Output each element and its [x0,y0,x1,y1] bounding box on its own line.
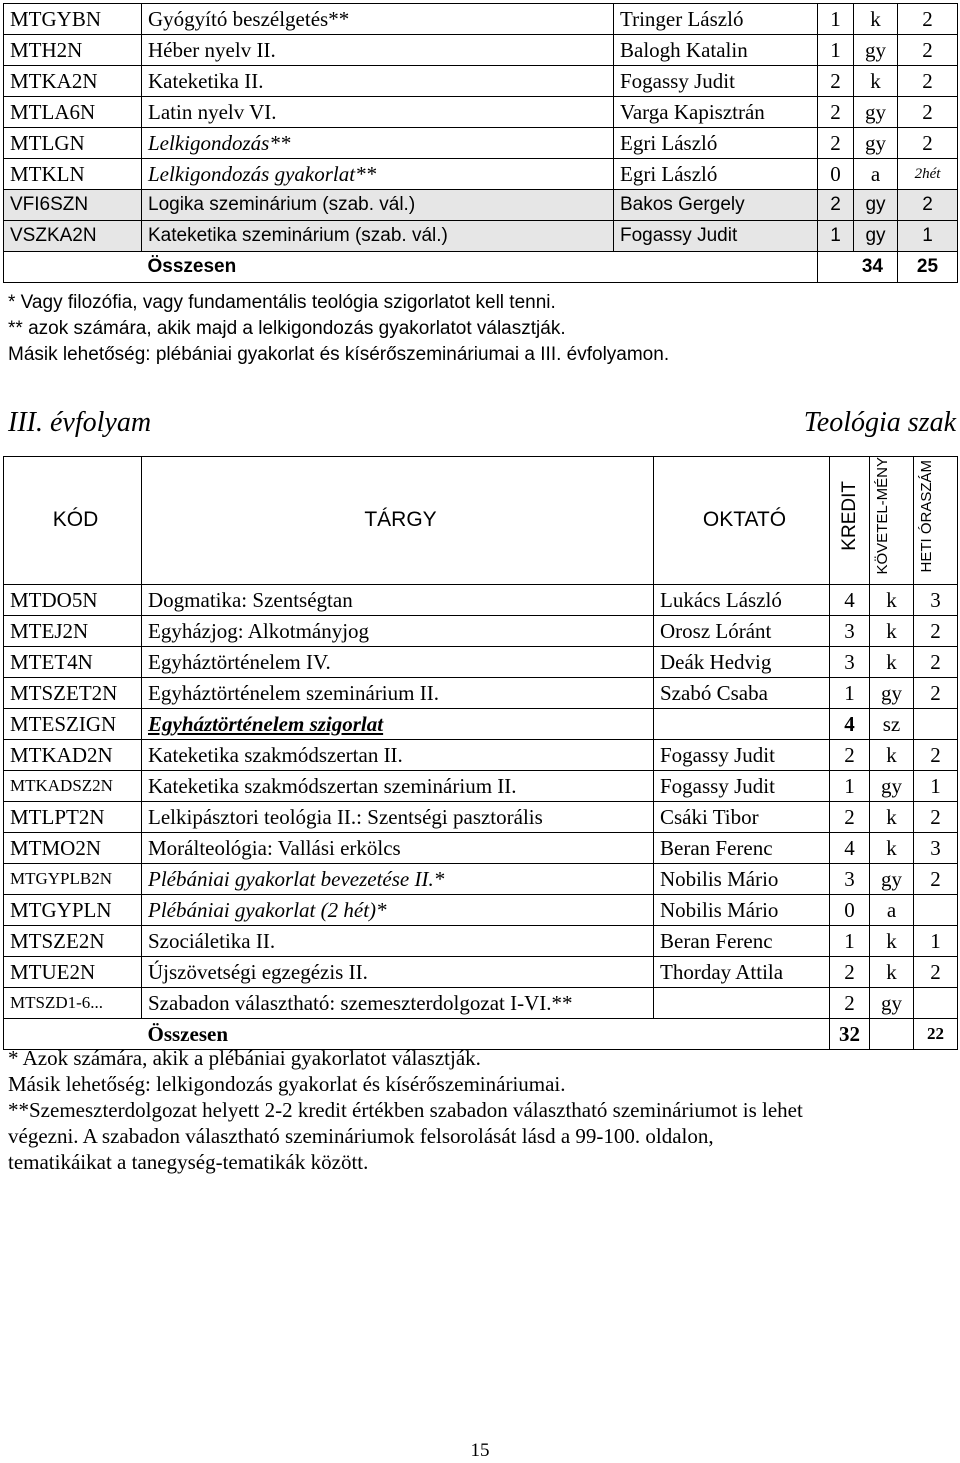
total-hours: 22 [914,1018,958,1049]
table-row [4,615,958,646]
cell-subject: Szabadon választható: szemeszterdolgozat I-VI.** [142,987,654,1018]
cell-subject: Kateketika szakmódszertan szeminárium II. [142,770,654,801]
cell-code: MTDO5N [4,584,142,615]
cell-req: a [854,159,898,190]
cell-subject: Morálteológia: Vallási erkölcs [142,832,654,863]
note-line: végezni. A szabadon választható szemináriumok felsorolását lásd a 99-100. oldalon, [8,1124,714,1148]
cell-subject: Latin nyelv VI. [142,97,614,128]
header-requirement: KÖVETEL-MÉNY [870,457,914,585]
cell-hours: 2 [914,646,958,677]
cell-hours: 2 [914,863,958,894]
cell-credit: 3 [830,863,870,894]
cell-subject: Egyháztörténelem IV. [142,646,654,677]
cell-subject: Egyháztörténelem szigorlat [142,708,654,739]
note-line: Másik lehetőség: plébániai gyakorlat és kísérőszemináriumai a III. évfolyamon. [8,344,670,365]
cell-teacher [654,987,830,1018]
table-row [4,987,958,1018]
cell-credit: 2 [818,128,854,159]
total-credit: 32 [830,1018,870,1049]
cell-req: k [854,66,898,97]
notes-2nd-year [8,290,669,368]
cell-req: k [870,956,914,987]
cell-teacher: Balogh Katalin [614,35,818,66]
cell-credit: 2 [818,66,854,97]
cell-subject: Egyházjog: Alkotmányjog [142,615,654,646]
cell-subject: Szociáletika II. [142,925,654,956]
cell-code: MTUE2N [4,956,142,987]
cell-hours [914,708,958,739]
cell-teacher: Varga Kapisztrán [614,97,818,128]
table-row [4,801,958,832]
cell-hours: 2hét [898,159,958,190]
cell-hours: 2 [898,66,958,97]
cell-code: MTH2N [4,35,142,66]
cell-code: MTSZE2N [4,925,142,956]
cell-teacher: Fogassy Judit [614,66,818,97]
cell-req: k [870,615,914,646]
cell-subject: Kateketika szakmódszertan II. [142,739,654,770]
table-row [4,4,958,35]
cell-subject: Héber nyelv II. [142,35,614,66]
cell-req: gy [854,128,898,159]
cell-teacher: Thorday Attila [654,956,830,987]
cell-teacher: Egri László [614,159,818,190]
cell-code: MTESZIGN [4,708,142,739]
cell-hours: 2 [898,128,958,159]
cell-subject: Lelkigondozás** [142,128,614,159]
cell-subject: Újszövetségi egzegézis II. [142,956,654,987]
cell-req: a [870,894,914,925]
cell-teacher: Beran Ferenc [654,925,830,956]
cell-req: gy [854,35,898,66]
total-label: Összesen [142,252,614,283]
table-header-row [4,457,958,585]
cell-credit: 2 [830,987,870,1018]
table-row [4,894,958,925]
cell-credit: 2 [830,739,870,770]
cell-code: MTEJ2N [4,615,142,646]
course-table-3rd-year [3,456,958,1050]
cell-subject: Dogmatika: Szentségtan [142,584,654,615]
table-row [4,35,958,66]
cell-credit: 1 [818,221,854,252]
cell-credit: 1 [818,4,854,35]
cell-credit: 1 [830,677,870,708]
note-line: tematikáikat a tanegység-tematikák között. [8,1150,369,1174]
year-heading: III. évfolyam [8,407,152,438]
cell-credit: 4 [830,708,870,739]
cell-req: k [870,646,914,677]
cell-hours: 2 [898,35,958,66]
cell-code: MTKAD2N [4,739,142,770]
cell-subject: Lelkipásztori teológia II.: Szentségi pasztorális [142,801,654,832]
cell-hours [914,987,958,1018]
table-row [4,863,958,894]
cell-req: k [870,832,914,863]
cell-hours: 1 [914,925,958,956]
table-row [4,66,958,97]
cell-teacher: Bakos Gergely [614,190,818,221]
cell-hours: 2 [898,4,958,35]
table-row [4,128,958,159]
cell-teacher: Lukács László [654,584,830,615]
cell-code: MTLGN [4,128,142,159]
cell-teacher: Deák Hedvig [654,646,830,677]
cell-code: MTLPT2N [4,801,142,832]
cell-credit: 3 [830,615,870,646]
table-row [4,190,958,221]
cell-empty [4,252,142,283]
cell-req: sz [870,708,914,739]
cell-hours: 2 [914,677,958,708]
cell-code: MTGYPLB2N [4,863,142,894]
cell-empty [614,252,818,283]
cell-credit: 2 [830,956,870,987]
cell-code: VSZKA2N [4,221,142,252]
header-subject: TÁRGY [142,457,654,585]
table-row [4,770,958,801]
cell-subject: Plébániai gyakorlat bevezetése II.* [142,863,654,894]
note-line: ** azok számára, akik majd a lelkigondozás gyakorlatot választják. [8,318,566,339]
table-row [4,925,958,956]
cell-req: k [870,925,914,956]
note-line: **Szemeszterdolgozat helyett 2-2 kredit értékben szabadon választható szemináriumot is lehet [8,1098,803,1122]
cell-teacher: Tringer László [614,4,818,35]
total-label: Összesen [142,1018,654,1049]
cell-teacher: Szabó Csaba [654,677,830,708]
cell-req: gy [854,190,898,221]
cell-teacher [654,708,830,739]
cell-hours: 2 [898,97,958,128]
total-credit: 34 [818,252,898,283]
cell-code: MTLA6N [4,97,142,128]
cell-credit: 2 [818,190,854,221]
cell-hours: 2 [914,739,958,770]
cell-hours: 2 [914,956,958,987]
table-row [4,584,958,615]
table-row [4,956,958,987]
cell-req: gy [870,770,914,801]
table-row [4,832,958,863]
cell-req: gy [870,863,914,894]
cell-req: gy [854,221,898,252]
cell-credit: 1 [830,770,870,801]
cell-req: gy [870,987,914,1018]
table-row [4,646,958,677]
total-row [4,252,958,283]
cell-credit: 2 [818,97,854,128]
notes-3rd-year [8,1045,803,1175]
cell-credit: 1 [830,925,870,956]
cell-req: k [870,801,914,832]
cell-subject: Plébániai gyakorlat (2 hét)* [142,894,654,925]
cell-code: MTSZD1-6... [4,987,142,1018]
cell-teacher: Nobilis Mário [654,894,830,925]
cell-code: MTGYPLN [4,894,142,925]
cell-credit: 0 [818,159,854,190]
table-row [4,221,958,252]
cell-req: gy [870,677,914,708]
note-line: * Azok számára, akik a plébániai gyakorlatot választják. [8,1046,481,1070]
header-code: KÓD [4,457,142,585]
cell-hours: 1 [898,221,958,252]
header-teacher: OKTATÓ [654,457,830,585]
cell-req: gy [854,97,898,128]
cell-code: VFI6SZN [4,190,142,221]
total-hours: 25 [898,252,958,283]
header-weekly-hours: HETI ÓRASZÁM [914,457,958,585]
table-row [4,708,958,739]
cell-credit: 0 [830,894,870,925]
cell-teacher: Csáki Tibor [654,801,830,832]
cell-code: MTGYBN [4,4,142,35]
cell-code: MTMO2N [4,832,142,863]
cell-hours: 2 [914,615,958,646]
page-number: 15 [470,1440,490,1461]
cell-code: MTKADSZ2N [4,770,142,801]
cell-req: k [854,4,898,35]
cell-req: k [870,584,914,615]
cell-empty [870,1018,914,1049]
cell-code: MTKLN [4,159,142,190]
cell-teacher: Fogassy Judit [654,739,830,770]
table-row [4,739,958,770]
cell-code: MTET4N [4,646,142,677]
cell-req: k [870,739,914,770]
course-table-2nd-year [3,3,958,283]
cell-teacher: Orosz Lóránt [654,615,830,646]
cell-code: MTKA2N [4,66,142,97]
cell-teacher: Egri László [614,128,818,159]
cell-hours: 2 [914,801,958,832]
cell-credit: 4 [830,832,870,863]
cell-hours: 1 [914,770,958,801]
cell-subject: Egyháztörténelem szeminárium II. [142,677,654,708]
cell-teacher: Beran Ferenc [654,832,830,863]
cell-subject: Gyógyító beszélgetés** [142,4,614,35]
cell-credit: 1 [818,35,854,66]
cell-hours: 2 [898,190,958,221]
cell-hours: 3 [914,584,958,615]
header-credit: KREDIT [830,457,870,585]
note-line: * Vagy filozófia, vagy fundamentális teológia szigorlatot kell tenni. [8,292,556,313]
cell-credit: 3 [830,646,870,677]
cell-subject: Kateketika szeminárium (szab. vál.) [142,221,614,252]
table-row [4,677,958,708]
cell-teacher: Fogassy Judit [654,770,830,801]
cell-code: MTSZET2N [4,677,142,708]
cell-teacher: Nobilis Mário [654,863,830,894]
cell-subject: Lelkigondozás gyakorlat** [142,159,614,190]
cell-teacher: Fogassy Judit [614,221,818,252]
cell-hours [914,894,958,925]
cell-credit: 2 [830,801,870,832]
program-heading: Teológia szak [803,407,956,438]
cell-credit: 4 [830,584,870,615]
cell-hours: 3 [914,832,958,863]
note-line: Másik lehetőség: lelkigondozás gyakorlat és kísérőszemináriumai. [8,1072,566,1096]
cell-subject: Kateketika II. [142,66,614,97]
cell-subject: Logika szeminárium (szab. vál.) [142,190,614,221]
table-row [4,97,958,128]
table-row [4,159,958,190]
